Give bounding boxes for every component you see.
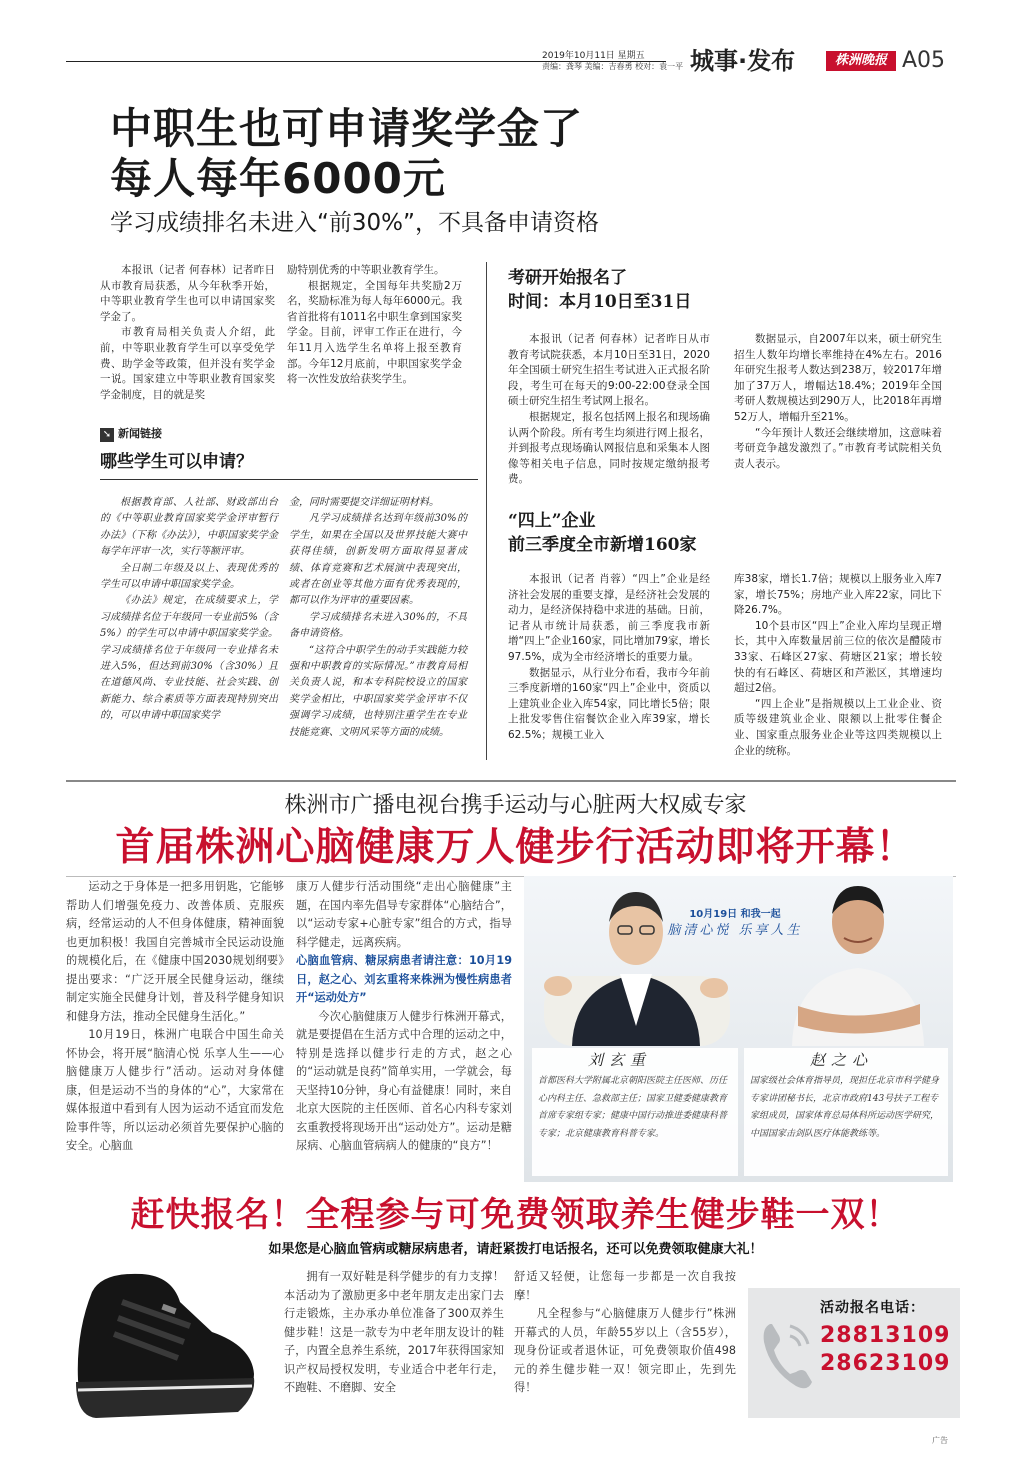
paragraph: “四上企业”是指规模以上工业企业、资质等级建筑业企业、限额以上批零住餐企业、国家重点服务业企业等这四类规模以上企业的统称。 [734,697,942,757]
paragraph: 凡全程参与“心脑健康万人健步行”株洲开幕式的人员，年龄55岁以上（含55岁），现身份证或者退休证，可免费领取价值498元的养生健步鞋一双！领完即止，先到先得！ [514,1307,736,1394]
campaign-subheadline: 株洲市广播电视台携手运动与心脏两大权威专家 [284,793,747,818]
paragraph: 10月19日，株洲广电联合中国生命关怀协会，将开展“脑清心悦 乐享人生——心脑健康万人健步行”活动。运动对身体健康，但是运动不当的身体的“心”，大家常在媒体报道中看到有人因为运动不适宜而发危险事件等，所以运动必须首先要保护心脑的安全。心脑血 [66,1028,284,1152]
paragraph: 根据规定，报名包括网上报名和现场确认两个阶段。所有考生均须进行网上报名，并到报考点现场确认网报信息和采集本人图像等相关电子信息，同时按规定缴纳报考费。 [508,410,710,486]
campaign-headline: 首届株洲心脑健康万人健步行活动即将开幕！ [115,825,916,870]
section-title: 城事·发布 [690,47,796,75]
paragraph: 全日制二年级及以上、表现优秀的学生可以申请中职国家奖学金。 [100,562,278,591]
cta-subheadline: 如果您是心脑血管病或糖尿病患者，请赶紧拨打电话报名，还可以免费领取健康大礼！ [268,1242,763,1257]
paragraph: 本报讯（记者 何春林）记者昨日从市教育局获悉，从今年秋季开始，中等职业教育学生也可以申请国家奖学金了。 [100,264,275,323]
news-link-column-2 [289,495,467,741]
news-link-column-1 [100,495,278,725]
campaign-note: 心脑血管病、糖尿病患者请注意：10月19日，赵之心、刘玄重将来株洲为慢性病患者开“运动处方” [296,954,512,1004]
news-link-rule [100,479,478,480]
column-divider [486,262,487,760]
main-story-column-1 [100,263,275,403]
ad-label: 广告 [932,1436,948,1445]
paragraph: 《办法》规定，在成绩要求上，学习成绩排名位于年级同一专业前5%（含5%）的学生可以申请中职国家奖学金。学习成绩排名位于年级同一专业排名未进入5%，但达到前30%（含30%）且在道德风尚、专业技能、社会实践、创新能力、综合素质等方面表现特别突出的，可以申请中职国家奖学 [100,595,278,722]
paper-logo: 株洲晚报 [826,51,896,71]
news-link-tag [100,426,162,442]
kaoyan-column-2 [734,332,942,472]
section-divider [66,780,956,782]
registration-label: 活动报名电话： [820,1300,925,1316]
kaoyan-column-1 [508,332,710,488]
paragraph: 舒适又轻便，让您每一步都是一次自我按摩！ [514,1270,736,1302]
campaign-column-1 [66,878,284,1156]
paragraph: 根据规定，全国每年共奖励2万名，奖励标准为每人每年6000元。我省首批将有1011名中职生拿到国家奖学金。目前，评审工作正在进行，今年11月入选学生名单将上报至教育部。今年12月底前，中职国家奖学金将一次性发放给获奖学生。 [287,279,462,386]
header-date: 2019年10月11日 星期五 [542,51,645,61]
shoe-column-1 [284,1268,504,1398]
main-subheadline: 学习成绩排名未进入“前30%”，不具备申请资格 [110,210,599,236]
shoe-image [62,1262,262,1432]
phone-number-1: 28813109 [820,1323,951,1348]
paragraph: 本报讯（记者 肖蓉）“四上”企业是经济社会发展的重要支撑，是经济社会发展的动力，是经济保持稳中求进的基础。日前，记者从市统计局获悉，前三季度我市新增“四上”企业160家，同比增加79家，增长97.5%，成为全市经济增长的重要力量。 [508,573,710,663]
shoe-icon [62,1262,262,1432]
paragraph: 金，同时需要提交详细证明材料。 [289,497,439,508]
tagline-date: 10月19日 和我一起 [689,909,781,920]
header-credit: 责编：龚琴 美编：吉春勇 校对：袁一平 [542,62,684,71]
expert-2-name: 赵之心 [810,1051,874,1069]
tagline-slogan: 脑清心悦 乐享人生 [667,923,803,938]
paragraph: 凡学习成绩排名达到年级前30%的学生，如果在全国以及世界技能大赛中获得佳绩，创新发明方面取得显著成绩、体育竞赛和艺术展演中表现突出，或者在创业等其他方面有优秀表现的，都可以作为评审的重要因素。 [289,513,467,607]
page-number: A05 [902,48,946,73]
news-link-headline: 哪些学生可以申请？ [100,452,253,472]
cta-headline: 赶快报名！全程参与可免费领取养生健步鞋一双！ [130,1195,901,1235]
paragraph: 拥有一双好鞋是科学健步的有力支撑！本活动为了激励更多中老年朋友走出家门去行走锻炼，主办承办单位准备了300双养生健步鞋！这是一款专为中老年朋友设计的鞋子，内置全息养生系统，2017年获得国家知识产权局授权发明，专业适合中老年行走，不跑鞋、不磨脚、安全 [284,1270,504,1394]
paragraph: 励特别优秀的中等职业教育学生。 [287,264,445,276]
sishang-column-1 [508,572,710,744]
paragraph: 运动之于身体是一把多用钥匙，它能够帮助人们增强免疫力、改善体质、克服疾病，经常运动的人不但身体健康，精神面貌也更加积极！我国自完善城市全民运动设施的规模化后，在《健康中国2030规划纲要》提出要求：“广泛开展全民健身运动，继续制定实施全民健身计划，普及科学健身知识和健身方法，推动全民健身生活化。” [66,880,284,1023]
kaoyan-headline-1: 考研开始报名了 [508,268,627,288]
main-story-column-2 [287,263,462,388]
main-headline-line-2: 每人每年6000元 [110,154,446,203]
arrow-icon: ➘ [100,428,114,442]
sishang-headline-2: 前三季度全市新增160家 [508,535,697,555]
expert-1-name: 刘玄重 [588,1051,652,1069]
photo-tagline [640,908,830,940]
paragraph: 数据显示，自2007年以来，硕士研究生招生人数年均增长率维持在4%左右。2016年研究生报考人数达到238万，较2017年增加了37万人，增幅达18.4%；2019年全国考研人数规模达到290万人，比2018年再增52万人，增幅升至21%。 [734,333,942,423]
paragraph: “今年预计人数还会继续增加，这意味着考研竞争越发激烈了。”市教育考试院相关负责人表示。 [734,426,942,470]
expert-1-bio: 首都医科大学附属北京朝阳医院主任医师、历任心内科主任、急救部主任；国家卫健委健康教育首席专家组专家；健康中国行动推进委健康科普专家；北京健康教育科普专家。 [538,1076,728,1139]
sishang-headline-1: “四上”企业 [508,511,596,531]
paragraph: 数据显示，从行业分布看，我市今年前三季度新增的160家“四上”企业中，资质以上建筑业企业入库54家，同比增长5倍；限上批发零售住宿餐饮企业入库39家，增长62.5%；规模工业入 [508,666,710,741]
expert-2-bio: 国家级社会体育指导员，现担任北京市科学健身专家讲团秘书长，北京市政府143号扶子工程专家组成员，国家体育总局体科所运动医学研究，中国国家击剑队医疗体能教练等。 [750,1076,940,1139]
kaoyan-headline-2: 时间：本月10日至31日 [508,292,692,312]
campaign-column-2 [296,878,512,1156]
main-headline-line-1: 中职生也可申请奖学金了 [110,104,584,153]
paragraph: “这符合中职学生的动手实践能力较强和中职教育的实际情况。”市教育局相关负责人说，和本专科院校设立的国家奖学金相比，中职国家奖学金评审不仅强调学习成绩，也特别注重学生在专业技能竞赛、文明风采等方面的成绩。 [289,644,467,738]
paragraph: 市教育局相关负责人介绍，此前，中等职业教育学生可以享受免学费、助学金等政策，但并没有奖学金一说。国家建立中等职业教育国家奖学金制度，目的就是奖 [100,326,275,401]
paragraph: 本报讯（记者 何春林）记者昨日从市教育考试院获悉，本月10日至31日，2020年全国硕士研究生招生考试进入正式报名阶段，考生可在每天的9:00-22:00登录全国硕士研究生招生考试网上报名。 [508,333,710,408]
paragraph: 学习成绩排名未进入30%的，不具备申请资格。 [289,611,467,640]
paragraph: 10个县市区“四上”企业入库均呈现正增长，其中入库数量居前三位的依次是醴陵市33家、石峰区27家、荷塘区21家；增长较快的有石峰区、荷塘区和芦淞区，其增速均超过2倍。 [734,619,942,695]
paragraph: 今次心脑健康万人健步行株洲开幕式，就是要提倡在生活方式中合理的运动之中，特别是选择以健步行走的方式，赵之心的“运动就是良药”简单实用，一学就会，每天坚持10分钟，身心有益健康！同时，来自北京大医院的主任医师、首名心内科专家刘玄重教授将现场开出“运动处方”。运动是糖尿病、心脑血管病病人的健康的“良方”！ [296,1009,512,1152]
paragraph: 根据教育部、人社部、财政部出台的《中等职业教育国家奖学金评审暂行办法》（下称《办法》），中职国家奖学金每学年评审一次，实行等额评审。 [100,497,278,558]
sishang-column-2 [734,572,942,759]
paragraph: 康万人健步行活动围绕“走出心脑健康”主题，在国内率先倡导专家群体“心脑结合”，以“运动专家+心脏专家”组合的方式，指导科学健走，远离疾病。 [296,880,512,949]
phone-icon [756,1316,816,1396]
news-link-label: 新闻链接 [118,427,162,440]
paragraph: 库38家，增长1.7倍；规模以上服务业入库7家，增长75%；房地产业入库22家，同比下降26.7%。 [734,573,942,617]
shoe-column-2 [514,1268,736,1398]
phone-number-2: 28623109 [820,1351,951,1376]
